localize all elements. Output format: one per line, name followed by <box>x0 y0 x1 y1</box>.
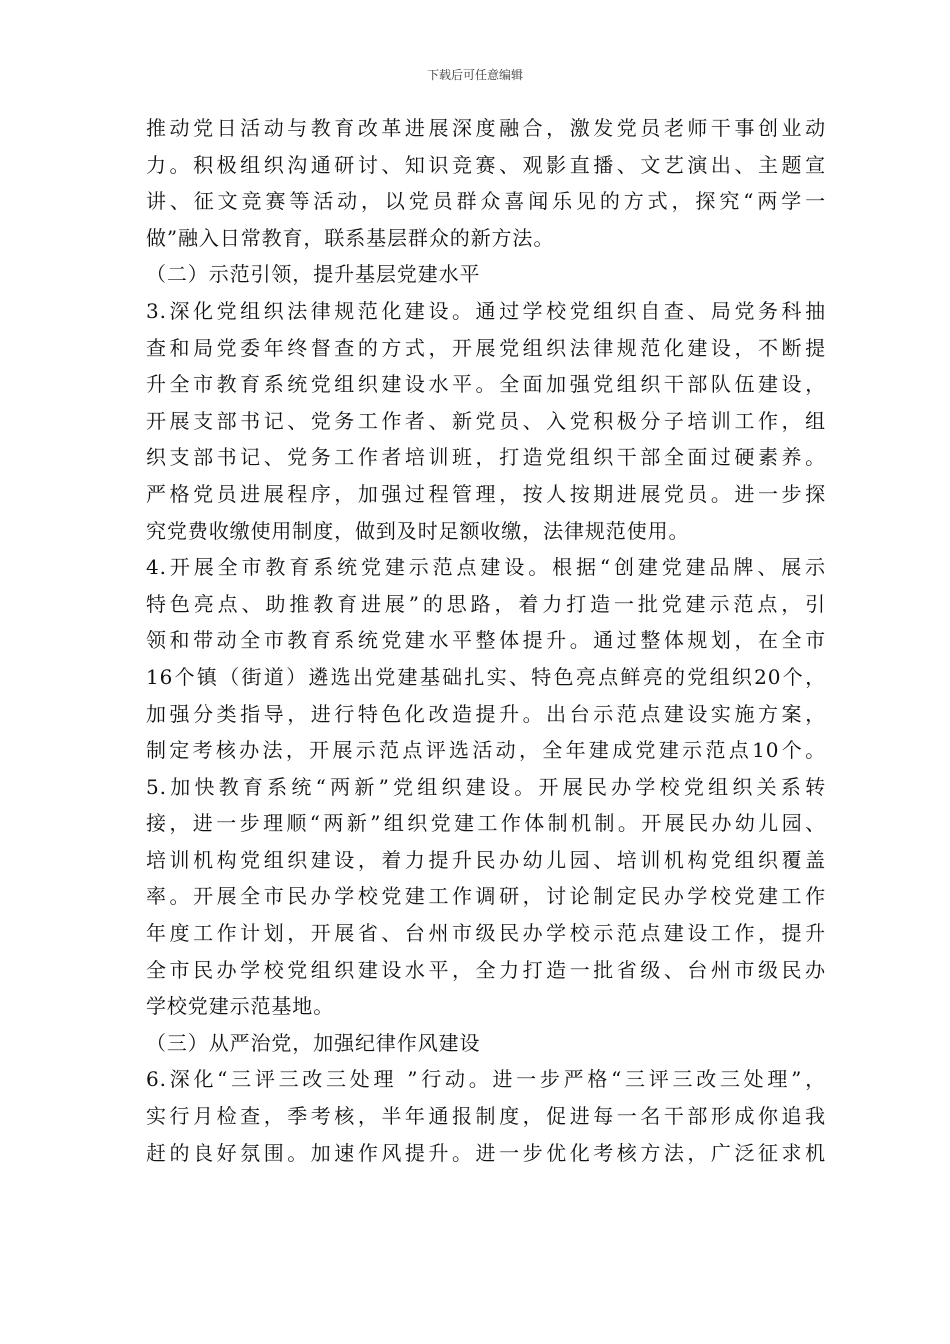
text-line: 加强分类指导，进行特色化改造提升。出台示范点建设实施方案， <box>146 701 826 726</box>
text-line: 5.加快教育系统“两新”党组织建设。开展民办学校党组织关系转 <box>146 774 826 799</box>
document-body <box>146 110 826 1171</box>
text-line: 16个镇（街道）遴选出党建基础扎实、特色亮点鲜亮的党组织20个， <box>146 664 826 689</box>
text-line: （三）从严治党，加强纪律作风建设 <box>146 1030 481 1055</box>
text-line: 赶的良好氛围。加速作风提升。进一步优化考核方法，广泛征求机 <box>146 1140 826 1165</box>
text-line: 严格党员进展程序，加强过程管理，按人按期进展党员。进一步探 <box>146 481 826 506</box>
text-line: 培训机构党组织建设，着力提升民办幼儿园、培训机构党组织覆盖 <box>146 847 826 872</box>
text-line: 讲、征文竞赛等活动，以党员群众喜闻乐见的方式，探究“两学一 <box>146 189 826 214</box>
text-line: 织支部书记、党务工作者培训班，打造党组织干部全面过硬素养。 <box>146 445 826 470</box>
text-line: 接，进一步理顺“两新”组织党建工作体制机制。开展民办幼儿园、 <box>146 811 826 836</box>
text-line: 全市民办学校党组织建设水平，全力打造一批省级、台州市级民办 <box>146 957 826 982</box>
text-line: 升全市教育系统党组织建设水平。全面加强党组织干部队伍建设， <box>146 372 826 397</box>
text-line: 学校党建示范基地。 <box>146 994 335 1019</box>
text-line: 实行月检查，季考核，半年通报制度，促进每一名干部形成你追我 <box>146 1104 826 1129</box>
page-header-note: 下载后可任意编辑 <box>426 68 523 82</box>
text-line: 领和带动全市教育系统党建水平整体提升。通过整体规划，在全市 <box>146 628 826 653</box>
text-line: 力。积极组织沟通研讨、知识竞赛、观影直播、文艺演出、主题宣 <box>146 152 826 177</box>
text-line: 究党费收缴使用制度，做到及时足额收缴，法律规范使用。 <box>146 518 690 543</box>
text-line: 开展支部书记、党务工作者、新党员、入党积极分子培训工作，组 <box>146 408 826 433</box>
text-line: 率。开展全市民办学校党建工作调研，讨论制定民办学校党建工作 <box>146 884 826 909</box>
text-line: 3.深化党组织法律规范化建设。通过学校党组织自查、局党务科抽 <box>146 298 826 323</box>
text-line: 6.深化“三评三改三处理 ”行动。进一步严格“三评三改三处理”， <box>146 1067 826 1092</box>
text-line: 特色亮点、助推教育进展”的思路，着力打造一批党建示范点，引 <box>146 591 826 616</box>
text-line: （二）示范引领，提升基层党建水平 <box>146 262 481 287</box>
text-line: 推动党日活动与教育改革进展深度融合，激发党员老师干事创业动 <box>146 116 826 140</box>
text-line: 查和局党委年终督查的方式，开展党组织法律规范化建设，不断提 <box>146 335 826 360</box>
text-line: 制定考核办法，开展示范点评选活动，全年建成党建示范点10个。 <box>146 738 826 763</box>
text-line: 4.开展全市教育系统党建示范点建设。根据“创建党建品牌、展示 <box>146 555 826 580</box>
text-line: 年度工作计划，开展省、台州市级民办学校示范点建设工作，提升 <box>146 921 826 946</box>
text-line: 做”融入日常教育，联系基层群众的新方法。 <box>146 225 555 250</box>
